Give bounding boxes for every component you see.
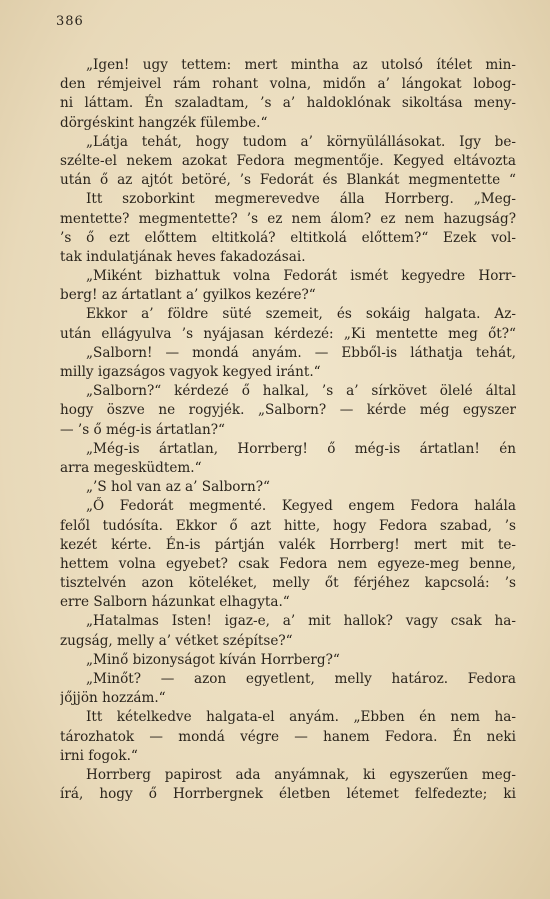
- text-line: mentette? megmentette? ’s ez nem álom? ez nem hazugság?: [60, 210, 516, 227]
- text-line: den rémjeivel rám rohant volna, midőn a’ lángokat lobog-: [60, 76, 516, 93]
- text-line: „Minőt? — azon egyetlent, melly határoz. Fedora: [86, 671, 516, 687]
- text-line: után ő az ajtót betöré, ’s Fedorát és Blankát megmentette “: [60, 172, 516, 189]
- text-line: tisztelvén azon köteléket, melly őt férjéhez kapcsolá: ’s: [60, 575, 516, 592]
- text-line: „’S hol van az a’ Salborn?“: [86, 479, 270, 496]
- text-line: hettem volna egyebet? csak Fedora nem egyeze-meg benne,: [60, 555, 516, 572]
- text-line: írá, hogy ő Horrbergnek életben létemet felfedezte; ki: [60, 786, 516, 803]
- page-number: 386: [56, 14, 84, 29]
- text-line: irni fogok.“: [60, 747, 138, 764]
- text-line: „Ő Fedorát megmenté. Kegyed engem Fedora halála: [86, 498, 516, 515]
- text-line: „Látja tehát, hogy tudom a’ környülállásokat. Igy be-: [86, 133, 516, 150]
- text-line: dörgéskint hangzék fülembe.“: [60, 114, 268, 131]
- text-line: ’s ő ezt előttem eltitkolá? eltitkolá előttem?“ Ezek vol-: [60, 229, 516, 246]
- text-line: „Salborn! — mondá anyám. — Ebből-is láthatja tehát,: [86, 344, 516, 361]
- text-line: Ekkor a’ földre süté szemeit, és sokáig halgata. Az-: [86, 306, 516, 323]
- text-line: milly igazságos vagyok kegyed iránt.“: [60, 364, 321, 380]
- text-line: Itt szoborkint megmerevedve álla Horrberg. „Meg-: [86, 191, 516, 208]
- text-line: tak indulatjának heves fakadozásai.: [60, 248, 306, 265]
- text-line: „Igen! ugy tettem: mert mintha az utolsó ítélet min-: [86, 57, 516, 73]
- text-line: Horrberg papirost ada anyámnak, ki egyszerűen meg-: [86, 766, 516, 783]
- text-line: hogy öszve ne rogyjék. „Salborn? — kérde még egyszer: [60, 402, 516, 419]
- text-line: „Hatalmas Isten! igaz-e, a’ mit hallok? vagy csak ha-: [86, 613, 516, 630]
- text-line: jőjjön hozzám.“: [60, 690, 166, 707]
- text-line: ni láttam. Én szaladtam, ’s a’ haldoklónak sikoltása meny-: [60, 95, 516, 112]
- text-line: „Még-is ártatlan, Horrberg! ő még-is ártatlan! én: [86, 440, 516, 457]
- text-line: zugság, melly a’ vétket szépítse?“: [60, 632, 293, 649]
- text-line: „Miként bizhattuk volna Fedorát ismét kegyedre Horr-: [86, 268, 516, 285]
- body-text: [60, 56, 516, 804]
- text-line: tározhatok — mondá végre — hanem Fedora. Én neki: [60, 728, 516, 745]
- text-line: után ellágyulva ’s nyájasan kérdezé: „Ki mentette meg őt?“: [60, 325, 516, 342]
- text-line: erre Salborn házunkat elhagyta.“: [60, 594, 290, 611]
- text-line: — ’s ő még-is ártatlan?“: [60, 421, 225, 438]
- text-line: Itt kételkedve halgata-el anyám. „Ebben én nem ha-: [86, 709, 516, 726]
- text-line: berg! az ártatlant a’ gyilkos kezére?“: [60, 287, 316, 304]
- text-line: arra megesküdtem.“: [60, 459, 202, 476]
- text-line: felől tudósíta. Ekkor ő azt hitte, hogy Fedora szabad, ’s: [60, 517, 516, 534]
- text-line: „Salborn?“ kérdezé ő halkal, ’s a’ sírkövet ölelé által: [86, 383, 516, 400]
- text-line: kezét kérte. Én-is pártján valék Horrberg! mert mit te-: [60, 536, 516, 553]
- text-line: szélte-el nekem azokat Fedora megmentője. Kegyed eltávozta: [60, 152, 516, 169]
- text-line: „Minő bizonyságot kíván Horrberg?“: [86, 651, 340, 668]
